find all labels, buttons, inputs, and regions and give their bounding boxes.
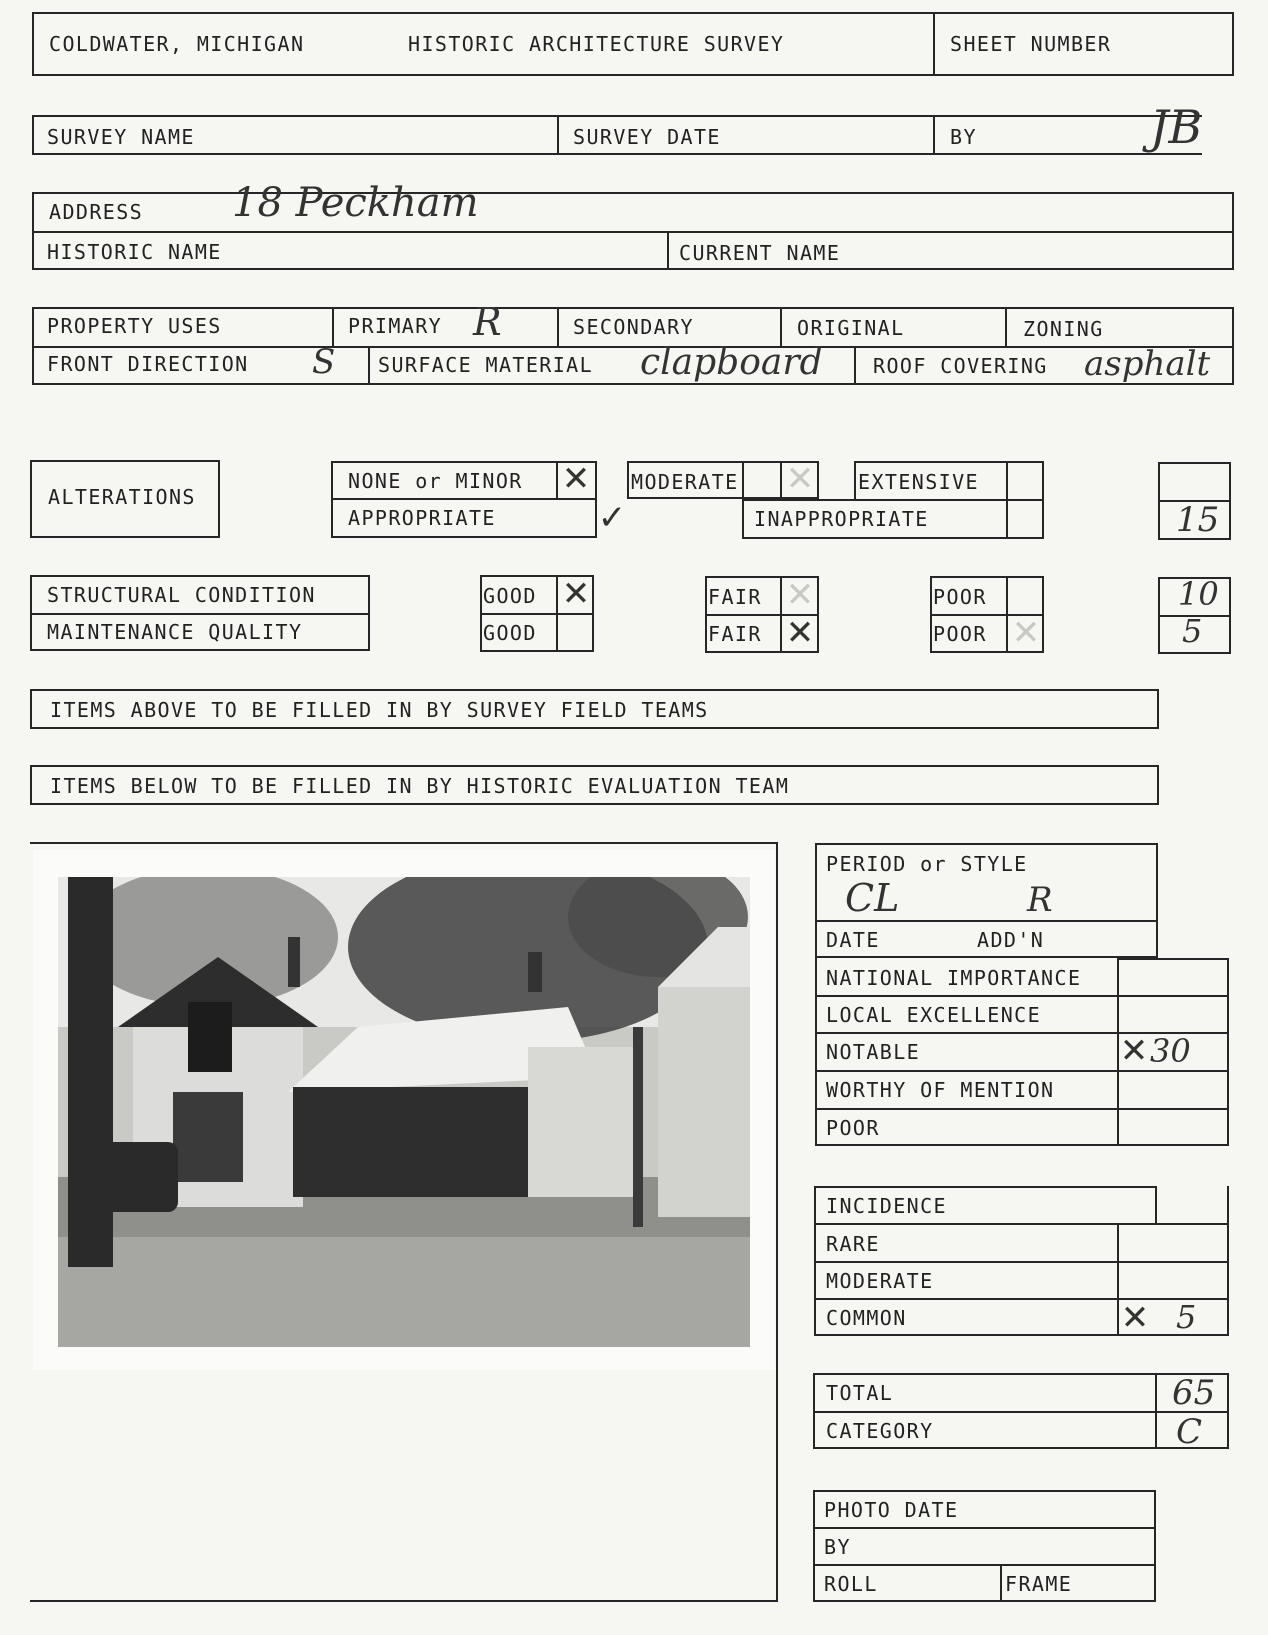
extensive-divider [742, 499, 1044, 501]
property-uses-label: PROPERTY USES [47, 314, 222, 338]
address-value: 18 Peckham [232, 180, 479, 226]
zoning-label: ZONING [1023, 317, 1104, 341]
notable-label: NOTABLE [826, 1040, 921, 1064]
roof-covering-value: asphalt [1084, 344, 1211, 384]
extensive-left [854, 461, 856, 499]
fair-label-2: FAIR [708, 622, 762, 646]
name-divider [667, 231, 669, 270]
current-name-label: CURRENT NAME [679, 241, 841, 265]
moderate-checkmark[interactable]: ✕ [785, 459, 815, 499]
imp-div-4 [815, 1108, 1229, 1110]
none-minor-divider [331, 498, 597, 500]
roof-covering-label: ROOF COVERING [873, 354, 1048, 378]
sheet-number-label: SHEET NUMBER [950, 32, 1112, 56]
notable-checkmark[interactable]: ✕ [1119, 1031, 1149, 1071]
period-divider [815, 920, 1158, 922]
original-label: ORIGINAL [797, 316, 905, 340]
imp-div-3 [815, 1070, 1229, 1072]
inc-div-1 [814, 1223, 1229, 1225]
roll-label: ROLL [824, 1572, 878, 1596]
header-divider [933, 12, 935, 76]
survey-by-initials: JB [1150, 100, 1203, 154]
inappropriate-label: INAPPROPRIATE [754, 507, 929, 531]
addn-label: ADD'N [977, 928, 1045, 952]
front-direction-value: S [312, 342, 336, 382]
evaluation-poor-label: POOR [826, 1116, 880, 1140]
prop-div-3 [780, 307, 782, 346]
worthy-label: WORTHY OF MENTION [826, 1078, 1055, 1102]
imp-div-1 [815, 995, 1229, 997]
prop-div-5 [368, 346, 370, 385]
header-title: HISTORIC ARCHITECTURE SURVEY [408, 32, 785, 56]
local-excellence-label: LOCAL EXCELLENCE [826, 1003, 1042, 1027]
primary-label: PRIMARY [348, 314, 443, 338]
totals-divider [813, 1411, 1229, 1413]
photo-by-label: BY [824, 1535, 851, 1559]
incidence-moderate-label: MODERATE [826, 1269, 934, 1293]
moderate-label: MODERATE [631, 470, 739, 494]
maintenance-poor-checkmark[interactable]: ✕ [1011, 613, 1041, 653]
incidence-label: INCIDENCE [826, 1194, 947, 1218]
maintenance-fair-checkmark[interactable]: ✕ [785, 613, 815, 653]
extensive-check-divider [1006, 461, 1008, 539]
good-check-divider [556, 575, 558, 652]
totals-value-divider [1155, 1373, 1157, 1449]
prop-div-4 [1005, 307, 1007, 346]
photo-info-div-1 [813, 1527, 1156, 1529]
condition-divider [30, 613, 370, 615]
address-label: ADDRESS [49, 200, 144, 224]
photo-date-label: PHOTO DATE [824, 1498, 959, 1522]
structural-score: 10 [1178, 575, 1219, 613]
incidence-check-divider [1117, 1223, 1119, 1336]
alterations-label: ALTERATIONS [48, 485, 196, 509]
poor-label-1: POOR [933, 585, 987, 609]
appropriate-label: APPROPRIATE [348, 506, 496, 530]
inc-div-3 [814, 1298, 1229, 1300]
none-minor-checkmark[interactable]: ✕ [561, 459, 591, 499]
poor-check-divider [1006, 576, 1008, 653]
prop-div-2 [557, 307, 559, 346]
survey-name-label: SURVEY NAME [47, 125, 195, 149]
maintenance-score: 5 [1182, 612, 1203, 650]
survey-divider-1 [557, 115, 559, 155]
category-value: C [1176, 1412, 1203, 1452]
address-divider [32, 231, 1234, 233]
date-label: DATE [826, 928, 880, 952]
national-importance-label: NATIONAL IMPORTANCE [826, 966, 1082, 990]
prop-div-6 [854, 346, 856, 385]
rare-label: RARE [826, 1232, 880, 1256]
structural-condition-label: STRUCTURAL CONDITION [47, 583, 316, 607]
good-label-1: GOOD [483, 584, 537, 608]
structural-fair-checkmark[interactable]: ✕ [785, 575, 815, 615]
photo-info-div-2 [813, 1564, 1156, 1566]
extensive-label: EXTENSIVE [858, 470, 979, 494]
style-value: R [1027, 880, 1053, 920]
prop-div-1 [332, 307, 334, 346]
common-label: COMMON [826, 1306, 907, 1330]
period-style-label: PERIOD or STYLE [826, 852, 1028, 876]
period-value: CL [845, 876, 900, 920]
importance-top [1117, 958, 1229, 960]
inc-div-2 [814, 1261, 1229, 1263]
appropriate-checkmark[interactable]: ✓ [597, 498, 627, 538]
none-minor-check-divider [556, 461, 558, 498]
primary-value: R [473, 300, 502, 344]
common-checkmark[interactable]: ✕ [1120, 1298, 1150, 1338]
category-label: CATEGORY [826, 1419, 934, 1443]
fair-check-divider [780, 576, 782, 653]
survey-by-label: BY [950, 125, 977, 149]
survey-divider-2 [933, 115, 935, 155]
notes-below: ITEMS BELOW TO BE FILLED IN BY HISTORIC EVALUATION TEAM [50, 774, 790, 798]
header-city: COLDWATER, MICHIGAN [49, 32, 305, 56]
frame-label: FRAME [1005, 1572, 1073, 1596]
survey-date-label: SURVEY DATE [573, 125, 721, 149]
poor-label-2: POOR [933, 622, 987, 646]
property-divider [32, 346, 1234, 348]
surface-material-value: clapboard [640, 342, 823, 383]
front-direction-label: FRONT DIRECTION [47, 352, 249, 376]
notes-above: ITEMS ABOVE TO BE FILLED IN BY SURVEY FIELD TEAMS [50, 698, 709, 722]
total-value: 65 [1172, 1373, 1216, 1413]
none-minor-label: NONE or MINOR [348, 469, 523, 493]
structural-good-checkmark[interactable]: ✕ [561, 574, 591, 614]
historic-name-label: HISTORIC NAME [47, 240, 222, 264]
extensive-top [854, 461, 1044, 463]
common-score: 5 [1176, 1298, 1197, 1336]
maintenance-quality-label: MAINTENANCE QUALITY [47, 620, 303, 644]
good-label-2: GOOD [483, 621, 537, 645]
roll-frame-divider [1000, 1564, 1002, 1602]
secondary-label: SECONDARY [573, 315, 694, 339]
house-photograph [58, 877, 750, 1347]
notable-score: 30 [1150, 1032, 1191, 1070]
surface-material-label: SURFACE MATERIAL [378, 353, 594, 377]
alterations-score: 15 [1176, 500, 1220, 540]
total-label: TOTAL [826, 1381, 894, 1405]
fair-label-1: FAIR [708, 585, 762, 609]
